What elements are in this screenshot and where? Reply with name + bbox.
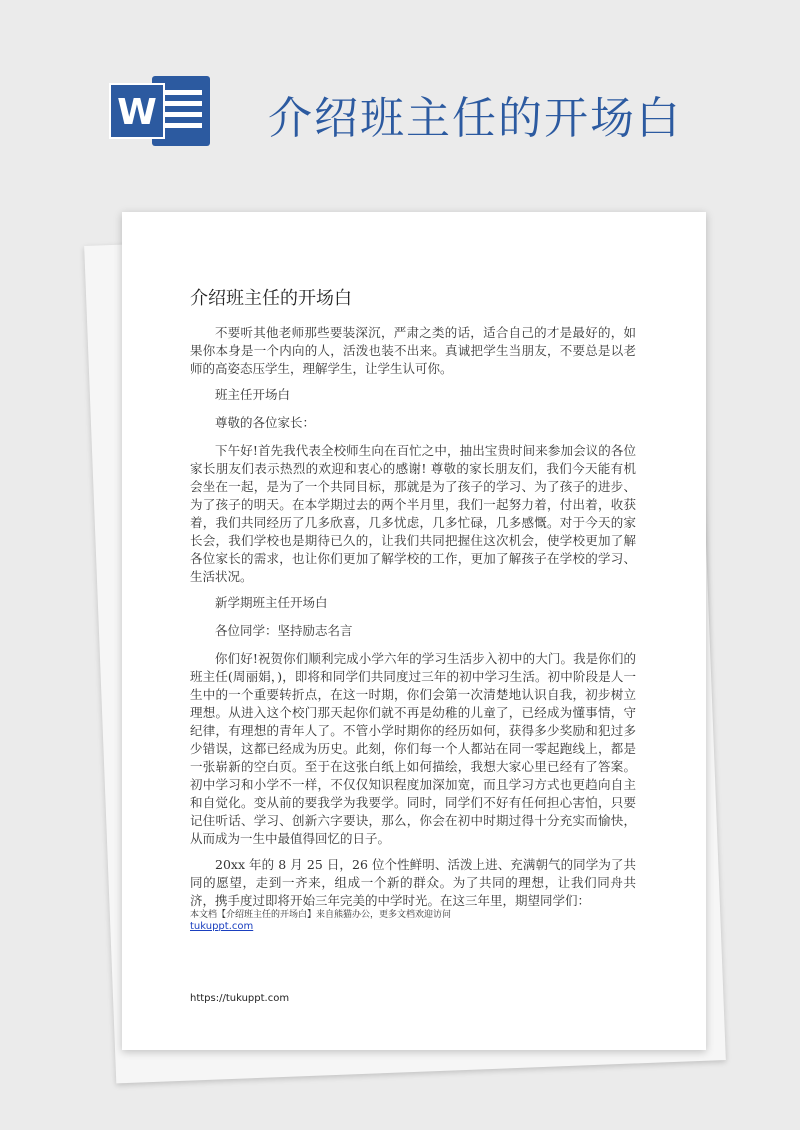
paragraph-intro: 不要听其他老师那些要装深沉，严肃之类的话，适合自己的才是最好的，如果你本身是一个内向的人，活泼也装不出来。真诚把学生当朋友，不要总是以老师的高姿态压学生，理解学生，让学生认可你。	[190, 325, 636, 376]
salutation-parents: 尊敬的各位家长：	[215, 415, 316, 430]
word-icon-letter: W	[117, 92, 157, 133]
page-title: 介绍班主任的开场白	[268, 93, 682, 144]
salutation-students: 各位同学：坚持励志名言	[215, 623, 353, 638]
source-link[interactable]: tukuppt.com	[190, 921, 254, 932]
document-title: 介绍班主任的开场白	[190, 288, 352, 309]
section-heading-new-term: 新学期班主任开场白	[215, 595, 328, 610]
source-url[interactable]: https://tukuppt.com	[190, 993, 290, 1004]
section-heading-class-teacher: 班主任开场白	[215, 387, 291, 402]
paragraph-students-speech: 你们好!祝贺你们顺利完成小学六年的学习生活步入初中的大门。我是你们的班主任(周丽娟，)，即将和同学们共同度过三年的初中学习生活。初中阶段是人一生中的一个重要转折点，在这一时期，你们会第一次清楚地认识自我，初步树立理想。从进入这个校门那天起你们就不再是幼稚的儿童了，已经成为懂事情，守纪律，有理想的青年人了。不管小学时期你的经历如何，获得多少奖励和犯过多少错误，这都已经成为历史。此刻，你们每一个人都站在同一零起跑线上，都是一张崭新的空白页。至于在这张白纸上如何描绘，我想大家心里已经有了答案。初中学习和小学不一样，不仅仅知识程度加深加宽，而且学习方式也更趋向自主和自觉化。变从前的要我学为我要学。同时，同学们不好有任何担心害怕，只要记住听话、学习、创新六字要诀，那么，你会在初中时期过得十分充实而愉快，从而成为一生中最值得回忆的日子。	[190, 651, 636, 846]
paragraph-parents-speech: 下午好!首先我代表全校师生向在百忙之中，抽出宝贵时间来参加会议的各位家长朋友们表示热烈的欢迎和衷心的感谢! 尊敬的家长朋友们，我们今天能有机会坐在一起，是为了一个共同目标，那就是为了孩子的学习、为了孩子的进步、为了孩子的明天。在本学期过去的两个半月里，我们一起努力着，付出着，收获着，我们共同经历了几多欣喜，几多忧虑，几多忙碌，几多感慨。对于今天的家长会，我们学校也是期待已久的，让我们共同把握住这次机会，使学校更加了解各位家长的需求，也让你们更加了解学校的工作，更加了解孩子在学校的学习、生活状况。	[190, 443, 636, 584]
paragraph-class-formation: 20xx 年的 8 月 25 日，26 位个性鲜明、活泼上进、充满朝气的同学为了共同的愿望，走到一齐来，组成一个新的群众。为了共同的理想，让我们同舟共济，携手度过即将开始三年完美的中学时光。在这三年里，期望同学们：	[190, 857, 636, 908]
document-body	[190, 324, 636, 918]
source-note: 本文档【介绍班主任的开场白】来自熊猫办公，更多文档欢迎访问	[190, 910, 452, 920]
document-page	[122, 212, 706, 1050]
word-icon	[108, 72, 212, 150]
